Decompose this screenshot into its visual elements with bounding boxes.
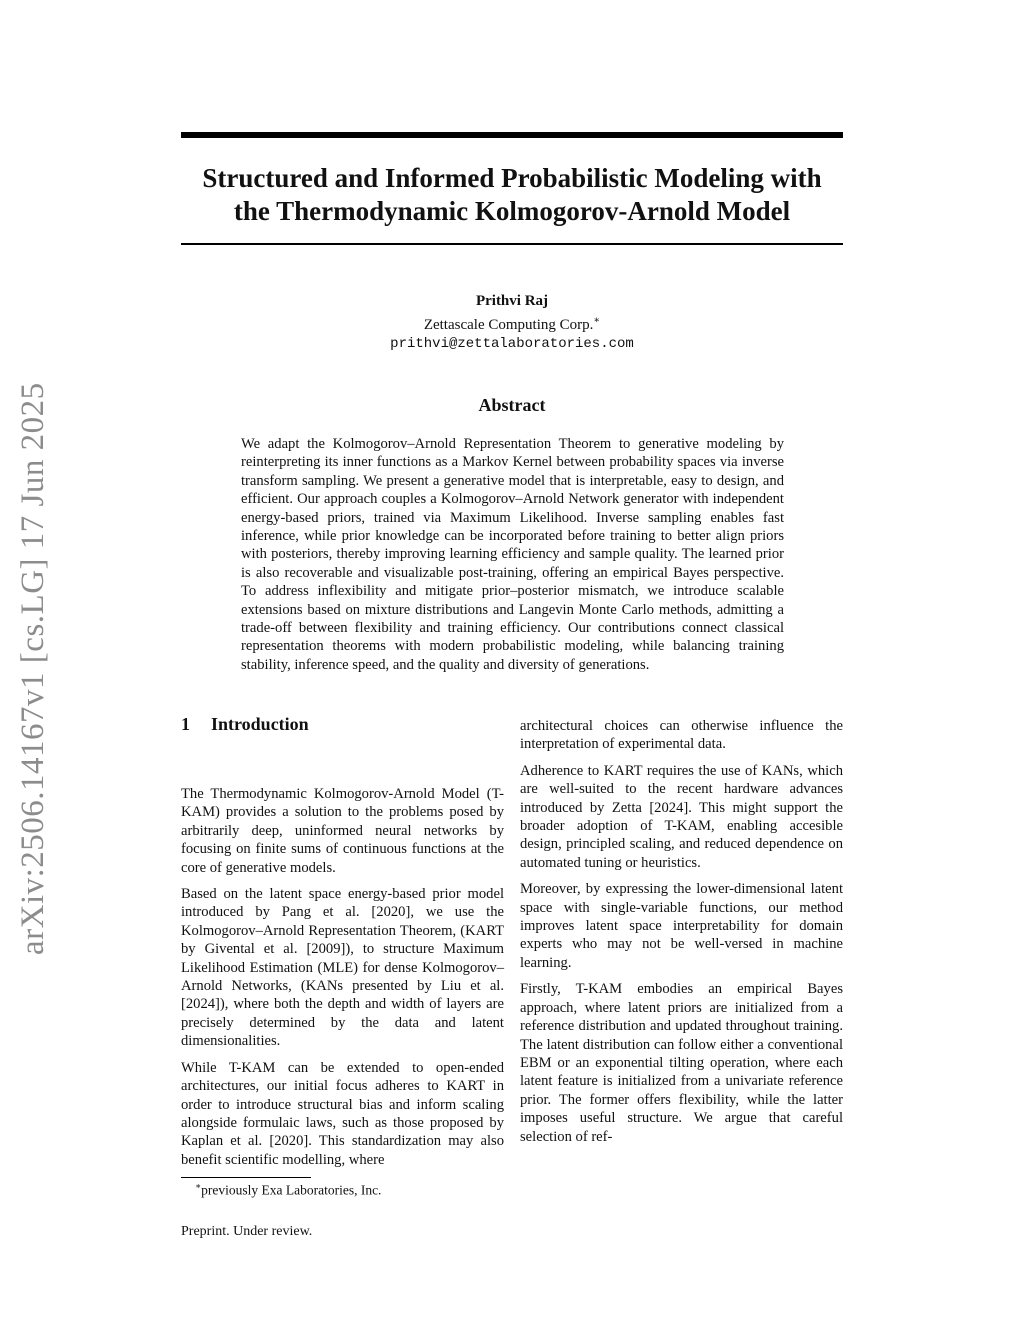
intro-paragraph-7: Firstly, T-KAM embodies an empirical Bayes approach, where latent priors are initialized from a reference distribution and updated throughout training. The latent distribution can follow either a conventional EBM or an exponential tilting operation, where each latent feature is initialized from a univariate reference prior. The former offers flexibility, while the latter imposes useful structure. We argue that careful selection of ref- (520, 981, 843, 1145)
paper-title-line-2: the Thermodynamic Kolmogorov-Arnold Model (233, 196, 791, 226)
intro-paragraph-6: Moreover, by expressing the lower-dimensional latent space with single-variable functions, our method improves latent space interpretability for domain experts who may not be well-versed in machine learning. (520, 881, 843, 971)
arxiv-identifier-stamp: arXiv:2506.14167v1 [cs.LG] 17 Jun 2025 (15, 382, 51, 955)
intro-paragraph-5: Adherence to KART requires the use of KANs, which are well-suited to the recent hardware advances introduced by Zetta [2024]. This might support the broader adoption of T-KAM, enabling accesible design, principled scaling, and reduced dependence on automated tuning or heuristics. (520, 762, 843, 871)
author-name: Prithvi Raj (475, 293, 549, 309)
section-number: 1 (181, 714, 190, 734)
footnote-text: previously Exa Laboratories, Inc. (201, 1182, 382, 1198)
footnote (195, 1178, 381, 1199)
section-title: Introduction (211, 714, 309, 734)
abstract-heading: Abstract (478, 395, 546, 415)
left-column (181, 785, 504, 1177)
author-affiliation (181, 311, 843, 335)
intro-paragraph-2: Based on the latent space energy-based prior model introduced by Pang et al. [2020], we use the Kolmogorov–Arnold Representation Theorem, (KART by Givental et al. [2009]), to structure Maximum Likelihood Estimation (MLE) for dense Kolmogorov–Arnold Networks, (KANs presented by Liu et al. [2024]), where both the depth and width of layers are precisely determined by the data and latent dimensionalities. (181, 886, 504, 1050)
abstract-text: We adapt the Kolmogorov–Arnold Representation Theorem to generative modeling by reinterpreting its inner functions as a Markov Kernel between probability spaces via inverse transform sampling. We present a generative model that is interpretable, easy to design, and efficient. Our approach couples a Kolmogorov–Arnold Network generator with independent energy-based priors, trained via Maximum Likelihood. Inverse sampling enables fast inference, while prior knowledge can be incorporated before training to better align priors with posteriors, thereby improving learning efficiency and sample quality. The learned prior is also recoverable and visualizable post-training, offering an empirical Bayes perspective. To address inflexibility and mitigate prior–posterior mismatch, we introduce scalable extensions based on mixture distributions and Langevin Monte Carlo methods, admitting a trade-off between flexibility and training efficiency. Our contributions connect classical representation theorems with modern probabilistic modeling, while balancing training stability, inference speed, and the quality and diversity of generations. (241, 436, 784, 673)
author-email: prithvi@zettalaboratories.com (390, 336, 634, 352)
intro-paragraph-4: architectural choices can otherwise influence the interpretation of experimental data. (520, 718, 843, 753)
affiliation-footnote-mark: ∗ (593, 315, 601, 326)
right-column (520, 717, 843, 1154)
author-affiliation-text: Zettascale Computing Corp. (423, 317, 594, 333)
intro-paragraph-1: The Thermodynamic Kolmogorov-Arnold Model (T-KAM) provides a solution to the problems posed by arbitrarily deep, uninformed neural networks by focusing on finite sums of continuous functions at the core of generative models. (181, 786, 504, 876)
page-footer: Preprint. Under review. (181, 1224, 313, 1239)
footnote-mark: ∗ (195, 1181, 202, 1191)
title-bottom-rule (181, 243, 843, 245)
paper-title (181, 162, 843, 228)
author-block (181, 292, 843, 354)
section-heading-introduction (181, 714, 309, 735)
intro-paragraph-3: While T-KAM can be extended to open-ended architectures, our initial focus adheres to KART in order to introduce structural bias and inform scaling alongside formulaic laws, such as those proposed by Kaplan et al. [2020]. This standardization may also benefit scientific modelling, where (181, 1059, 504, 1168)
title-top-rule (181, 132, 843, 138)
paper-title-line-1: Structured and Informed Probabilistic Modeling with (202, 163, 822, 193)
